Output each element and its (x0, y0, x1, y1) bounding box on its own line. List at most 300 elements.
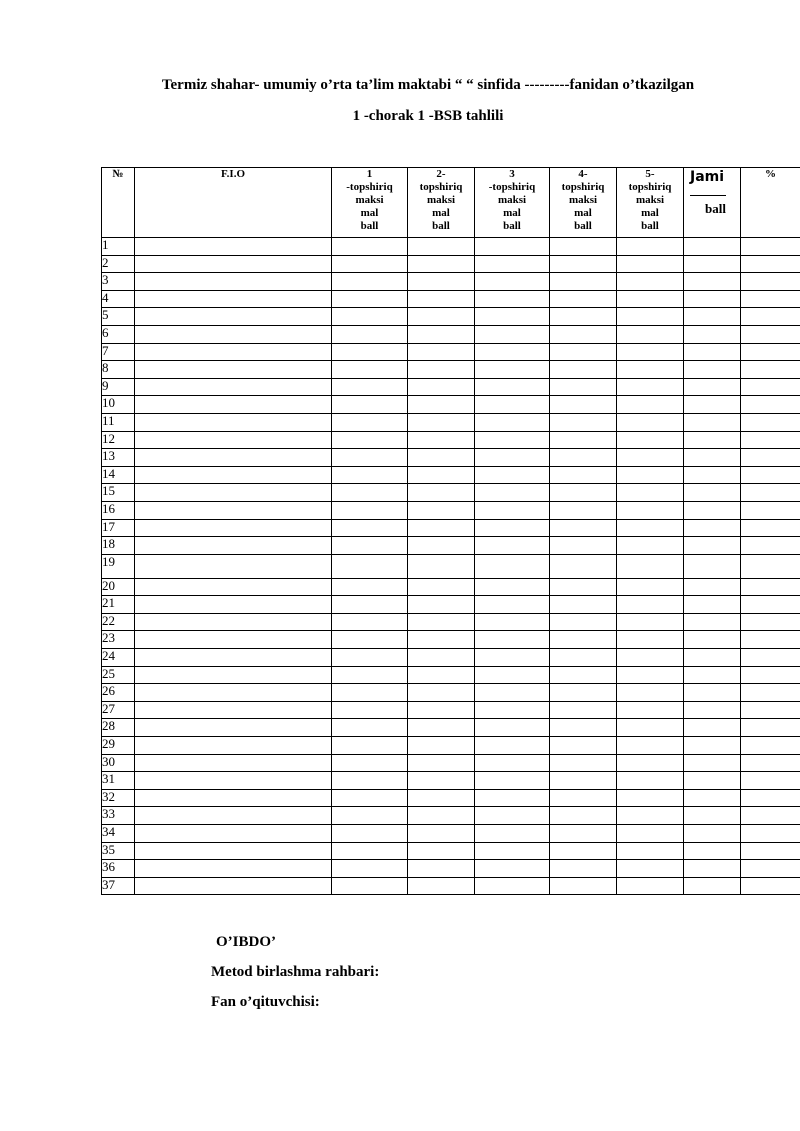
task-3-cell[interactable] (475, 554, 550, 578)
fio-cell[interactable] (135, 789, 332, 807)
task-2-cell[interactable] (408, 501, 475, 519)
task-3-cell[interactable] (475, 596, 550, 614)
task-2-cell[interactable] (408, 449, 475, 467)
task-3-cell[interactable] (475, 578, 550, 596)
task-4-cell[interactable] (550, 613, 617, 631)
percent-cell[interactable] (741, 719, 800, 737)
task-5-cell[interactable] (617, 273, 684, 291)
fio-cell[interactable] (135, 684, 332, 702)
task-1-cell[interactable] (332, 825, 408, 843)
task-1-cell[interactable] (332, 684, 408, 702)
total-cell[interactable] (684, 378, 741, 396)
total-cell[interactable] (684, 649, 741, 667)
percent-cell[interactable] (741, 772, 800, 790)
percent-cell[interactable] (741, 554, 800, 578)
task-3-cell[interactable] (475, 238, 550, 256)
task-4-cell[interactable] (550, 501, 617, 519)
percent-cell[interactable] (741, 255, 800, 273)
task-5-cell[interactable] (617, 431, 684, 449)
task-4-cell[interactable] (550, 666, 617, 684)
total-cell[interactable] (684, 449, 741, 467)
task-3-cell[interactable] (475, 484, 550, 502)
task-5-cell[interactable] (617, 290, 684, 308)
total-cell[interactable] (684, 666, 741, 684)
task-1-cell[interactable] (332, 554, 408, 578)
task-3-cell[interactable] (475, 807, 550, 825)
percent-cell[interactable] (741, 396, 800, 414)
total-cell[interactable] (684, 238, 741, 256)
percent-cell[interactable] (741, 842, 800, 860)
task-1-cell[interactable] (332, 449, 408, 467)
total-cell[interactable] (684, 396, 741, 414)
task-2-cell[interactable] (408, 613, 475, 631)
percent-cell[interactable] (741, 378, 800, 396)
task-1-cell[interactable] (332, 578, 408, 596)
task-4-cell[interactable] (550, 396, 617, 414)
task-5-cell[interactable] (617, 554, 684, 578)
percent-cell[interactable] (741, 789, 800, 807)
fio-cell[interactable] (135, 613, 332, 631)
task-4-cell[interactable] (550, 554, 617, 578)
task-1-cell[interactable] (332, 413, 408, 431)
task-4-cell[interactable] (550, 413, 617, 431)
task-1-cell[interactable] (332, 519, 408, 537)
fio-cell[interactable] (135, 290, 332, 308)
percent-cell[interactable] (741, 537, 800, 555)
task-5-cell[interactable] (617, 684, 684, 702)
task-5-cell[interactable] (617, 396, 684, 414)
task-2-cell[interactable] (408, 431, 475, 449)
task-4-cell[interactable] (550, 701, 617, 719)
task-2-cell[interactable] (408, 519, 475, 537)
percent-cell[interactable] (741, 649, 800, 667)
row-number: 15 (102, 484, 135, 502)
task-3-cell[interactable] (475, 519, 550, 537)
task-4-cell[interactable] (550, 578, 617, 596)
task-3-cell[interactable] (475, 343, 550, 361)
task-1-cell[interactable] (332, 290, 408, 308)
task-1-cell[interactable] (332, 772, 408, 790)
task-3-cell[interactable] (475, 396, 550, 414)
task-4-cell[interactable] (550, 807, 617, 825)
task-2-cell[interactable] (408, 238, 475, 256)
task-4-cell[interactable] (550, 466, 617, 484)
task-2-cell[interactable] (408, 631, 475, 649)
task-2-cell[interactable] (408, 789, 475, 807)
fio-cell[interactable] (135, 255, 332, 273)
task-1-cell[interactable] (332, 273, 408, 291)
task-3-cell[interactable] (475, 325, 550, 343)
total-cell[interactable] (684, 554, 741, 578)
task-2-cell[interactable] (408, 273, 475, 291)
task-1-cell[interactable] (332, 255, 408, 273)
fio-cell[interactable] (135, 238, 332, 256)
fio-cell[interactable] (135, 842, 332, 860)
percent-cell[interactable] (741, 754, 800, 772)
total-cell[interactable] (684, 431, 741, 449)
percent-cell[interactable] (741, 807, 800, 825)
total-cell[interactable] (684, 631, 741, 649)
task-4-cell[interactable] (550, 378, 617, 396)
task-1-cell[interactable] (332, 466, 408, 484)
percent-cell[interactable] (741, 701, 800, 719)
task-4-cell[interactable] (550, 789, 617, 807)
total-cell[interactable] (684, 578, 741, 596)
percent-cell[interactable] (741, 501, 800, 519)
task-5-cell[interactable] (617, 255, 684, 273)
task-3-cell[interactable] (475, 737, 550, 755)
total-cell[interactable] (684, 343, 741, 361)
task-5-cell[interactable] (617, 825, 684, 843)
task-5-cell[interactable] (617, 413, 684, 431)
percent-cell[interactable] (741, 238, 800, 256)
percent-cell[interactable] (741, 578, 800, 596)
task-1-cell[interactable] (332, 631, 408, 649)
task-4-cell[interactable] (550, 877, 617, 895)
task-1-cell[interactable] (332, 807, 408, 825)
task-5-cell[interactable] (617, 537, 684, 555)
task-3-cell[interactable] (475, 431, 550, 449)
task-5-cell[interactable] (617, 719, 684, 737)
task-1-cell[interactable] (332, 537, 408, 555)
total-cell[interactable] (684, 361, 741, 379)
task-3-cell[interactable] (475, 684, 550, 702)
task-3-cell[interactable] (475, 719, 550, 737)
task-2-cell[interactable] (408, 860, 475, 878)
fio-cell[interactable] (135, 807, 332, 825)
total-cell[interactable] (684, 290, 741, 308)
task-3-cell[interactable] (475, 789, 550, 807)
task-4-cell[interactable] (550, 754, 617, 772)
total-cell[interactable] (684, 255, 741, 273)
task-5-cell[interactable] (617, 842, 684, 860)
task-2-cell[interactable] (408, 466, 475, 484)
task-2-cell[interactable] (408, 877, 475, 895)
table-row (102, 649, 800, 667)
fio-cell[interactable] (135, 431, 332, 449)
task-2-cell[interactable] (408, 737, 475, 755)
task-5-cell[interactable] (617, 701, 684, 719)
fio-cell[interactable] (135, 737, 332, 755)
task-4-cell[interactable] (550, 825, 617, 843)
task-4-cell[interactable] (550, 449, 617, 467)
task-3-cell[interactable] (475, 290, 550, 308)
task-5-cell[interactable] (617, 613, 684, 631)
fio-cell[interactable] (135, 413, 332, 431)
task-1-cell[interactable] (332, 649, 408, 667)
total-cell[interactable] (684, 754, 741, 772)
total-cell[interactable] (684, 413, 741, 431)
task-4-cell[interactable] (550, 431, 617, 449)
task-4-cell[interactable] (550, 537, 617, 555)
task-4-cell[interactable] (550, 273, 617, 291)
percent-cell[interactable] (741, 290, 800, 308)
fio-cell[interactable] (135, 596, 332, 614)
task-4-cell[interactable] (550, 238, 617, 256)
task-1-cell[interactable] (332, 737, 408, 755)
task-4-cell[interactable] (550, 860, 617, 878)
task-5-cell[interactable] (617, 877, 684, 895)
task-2-cell[interactable] (408, 396, 475, 414)
task-5-cell[interactable] (617, 807, 684, 825)
fio-cell[interactable] (135, 484, 332, 502)
task-2-cell[interactable] (408, 290, 475, 308)
task-2-cell[interactable] (408, 554, 475, 578)
total-cell[interactable] (684, 772, 741, 790)
task-3-cell[interactable] (475, 466, 550, 484)
task-4-cell[interactable] (550, 596, 617, 614)
task-3-cell[interactable] (475, 613, 550, 631)
task-4-cell[interactable] (550, 290, 617, 308)
task-2-cell[interactable] (408, 361, 475, 379)
task-2-cell[interactable] (408, 842, 475, 860)
total-cell[interactable] (684, 877, 741, 895)
task-1-cell[interactable] (332, 378, 408, 396)
percent-cell[interactable] (741, 273, 800, 291)
task-5-cell[interactable] (617, 519, 684, 537)
task-3-cell[interactable] (475, 842, 550, 860)
task-5-cell[interactable] (617, 737, 684, 755)
percent-cell[interactable] (741, 684, 800, 702)
percent-cell[interactable] (741, 860, 800, 878)
task-5-cell[interactable] (617, 466, 684, 484)
percent-cell[interactable] (741, 431, 800, 449)
percent-cell[interactable] (741, 325, 800, 343)
task-5-cell[interactable] (617, 649, 684, 667)
task-2-cell[interactable] (408, 719, 475, 737)
fio-cell[interactable] (135, 325, 332, 343)
task-5-cell[interactable] (617, 501, 684, 519)
task-3-cell[interactable] (475, 860, 550, 878)
task-5-cell[interactable] (617, 596, 684, 614)
total-cell[interactable] (684, 684, 741, 702)
task-1-cell[interactable] (332, 325, 408, 343)
fio-cell[interactable] (135, 466, 332, 484)
task-3-cell[interactable] (475, 308, 550, 326)
task-5-cell[interactable] (617, 789, 684, 807)
task-5-cell[interactable] (617, 238, 684, 256)
task-1-cell[interactable] (332, 238, 408, 256)
fio-cell[interactable] (135, 825, 332, 843)
task-1-cell[interactable] (332, 666, 408, 684)
task-1-cell[interactable] (332, 343, 408, 361)
task-3-cell[interactable] (475, 772, 550, 790)
task-1-cell[interactable] (332, 596, 408, 614)
task-5-cell[interactable] (617, 631, 684, 649)
percent-cell[interactable] (741, 737, 800, 755)
fio-cell[interactable] (135, 378, 332, 396)
task-2-cell[interactable] (408, 684, 475, 702)
task-4-cell[interactable] (550, 325, 617, 343)
total-cell[interactable] (684, 596, 741, 614)
total-cell[interactable] (684, 737, 741, 755)
fio-cell[interactable] (135, 308, 332, 326)
task-2-cell[interactable] (408, 308, 475, 326)
total-cell[interactable] (684, 825, 741, 843)
task-4-cell[interactable] (550, 255, 617, 273)
percent-cell[interactable] (741, 877, 800, 895)
task-2-cell[interactable] (408, 596, 475, 614)
percent-cell[interactable] (741, 631, 800, 649)
fio-cell[interactable] (135, 719, 332, 737)
total-cell[interactable] (684, 789, 741, 807)
task-5-cell[interactable] (617, 325, 684, 343)
fio-cell[interactable] (135, 666, 332, 684)
task-5-cell[interactable] (617, 449, 684, 467)
table-row (102, 737, 800, 755)
task-3-cell[interactable] (475, 877, 550, 895)
total-cell[interactable] (684, 519, 741, 537)
task-4-cell[interactable] (550, 308, 617, 326)
fio-cell[interactable] (135, 631, 332, 649)
task-3-cell[interactable] (475, 413, 550, 431)
task-5-cell[interactable] (617, 361, 684, 379)
task-5-cell[interactable] (617, 378, 684, 396)
percent-cell[interactable] (741, 449, 800, 467)
fio-cell[interactable] (135, 519, 332, 537)
task-4-cell[interactable] (550, 649, 617, 667)
task-1-cell[interactable] (332, 877, 408, 895)
task-2-cell[interactable] (408, 537, 475, 555)
task-1-cell[interactable] (332, 860, 408, 878)
task-2-cell[interactable] (408, 807, 475, 825)
percent-cell[interactable] (741, 308, 800, 326)
task-5-cell[interactable] (617, 578, 684, 596)
task-1-cell[interactable] (332, 701, 408, 719)
percent-cell[interactable] (741, 519, 800, 537)
fio-cell[interactable] (135, 396, 332, 414)
fio-cell[interactable] (135, 343, 332, 361)
total-cell[interactable] (684, 701, 741, 719)
task-5-cell[interactable] (617, 308, 684, 326)
percent-cell[interactable] (741, 343, 800, 361)
fio-cell[interactable] (135, 860, 332, 878)
task-2-cell[interactable] (408, 754, 475, 772)
task-2-cell[interactable] (408, 255, 475, 273)
total-cell[interactable] (684, 273, 741, 291)
total-cell[interactable] (684, 466, 741, 484)
percent-cell[interactable] (741, 596, 800, 614)
row-number: 25 (102, 666, 135, 684)
task-2-cell[interactable] (408, 484, 475, 502)
fio-cell[interactable] (135, 754, 332, 772)
task-3-cell[interactable] (475, 255, 550, 273)
total-cell[interactable] (684, 308, 741, 326)
task-3-cell[interactable] (475, 273, 550, 291)
task-3-cell[interactable] (475, 701, 550, 719)
task-1-cell[interactable] (332, 484, 408, 502)
percent-cell[interactable] (741, 613, 800, 631)
task-4-cell[interactable] (550, 631, 617, 649)
percent-cell[interactable] (741, 666, 800, 684)
task-1-cell[interactable] (332, 719, 408, 737)
total-cell[interactable] (684, 613, 741, 631)
fio-cell[interactable] (135, 501, 332, 519)
task-3-cell[interactable] (475, 501, 550, 519)
fio-cell[interactable] (135, 554, 332, 578)
fio-cell[interactable] (135, 537, 332, 555)
task-1-cell[interactable] (332, 501, 408, 519)
task-5-cell[interactable] (617, 666, 684, 684)
task-2-cell[interactable] (408, 413, 475, 431)
total-cell[interactable] (684, 807, 741, 825)
task-4-cell[interactable] (550, 842, 617, 860)
total-cell[interactable] (684, 842, 741, 860)
task-1-cell[interactable] (332, 308, 408, 326)
task-1-cell[interactable] (332, 361, 408, 379)
total-cell[interactable] (684, 537, 741, 555)
percent-cell[interactable] (741, 466, 800, 484)
percent-cell[interactable] (741, 361, 800, 379)
percent-cell[interactable] (741, 484, 800, 502)
fio-cell[interactable] (135, 361, 332, 379)
task-3-cell[interactable] (475, 649, 550, 667)
task-4-cell[interactable] (550, 719, 617, 737)
total-cell[interactable] (684, 860, 741, 878)
total-cell[interactable] (684, 325, 741, 343)
task-2-cell[interactable] (408, 343, 475, 361)
task-5-cell[interactable] (617, 484, 684, 502)
percent-cell[interactable] (741, 413, 800, 431)
task-1-cell[interactable] (332, 789, 408, 807)
task-3-cell[interactable] (475, 361, 550, 379)
task-1-cell[interactable] (332, 431, 408, 449)
task-2-cell[interactable] (408, 325, 475, 343)
task-2-cell[interactable] (408, 378, 475, 396)
task-3-cell[interactable] (475, 825, 550, 843)
task-2-cell[interactable] (408, 578, 475, 596)
task-5-cell[interactable] (617, 754, 684, 772)
task-3-cell[interactable] (475, 631, 550, 649)
fio-cell[interactable] (135, 649, 332, 667)
fio-cell[interactable] (135, 273, 332, 291)
task-1-cell[interactable] (332, 754, 408, 772)
task-3-cell[interactable] (475, 537, 550, 555)
fio-cell[interactable] (135, 701, 332, 719)
task-1-cell[interactable] (332, 842, 408, 860)
task-2-cell[interactable] (408, 666, 475, 684)
total-cell[interactable] (684, 719, 741, 737)
task-2-cell[interactable] (408, 825, 475, 843)
task-4-cell[interactable] (550, 772, 617, 790)
task-1-cell[interactable] (332, 396, 408, 414)
task-5-cell[interactable] (617, 343, 684, 361)
fio-cell[interactable] (135, 877, 332, 895)
task-2-cell[interactable] (408, 701, 475, 719)
task-4-cell[interactable] (550, 484, 617, 502)
total-cell[interactable] (684, 484, 741, 502)
task-3-cell[interactable] (475, 666, 550, 684)
task-1-cell[interactable] (332, 613, 408, 631)
fio-cell[interactable] (135, 578, 332, 596)
task-5-cell[interactable] (617, 772, 684, 790)
task-2-cell[interactable] (408, 649, 475, 667)
total-cell[interactable] (684, 501, 741, 519)
task-4-cell[interactable] (550, 343, 617, 361)
task-5-cell[interactable] (617, 860, 684, 878)
percent-cell[interactable] (741, 825, 800, 843)
task-2-cell[interactable] (408, 772, 475, 790)
task-3-cell[interactable] (475, 449, 550, 467)
task-4-cell[interactable] (550, 519, 617, 537)
task-4-cell[interactable] (550, 737, 617, 755)
task-4-cell[interactable] (550, 361, 617, 379)
task-3-cell[interactable] (475, 754, 550, 772)
fio-cell[interactable] (135, 449, 332, 467)
fio-cell[interactable] (135, 772, 332, 790)
task-4-cell[interactable] (550, 684, 617, 702)
task-3-cell[interactable] (475, 378, 550, 396)
